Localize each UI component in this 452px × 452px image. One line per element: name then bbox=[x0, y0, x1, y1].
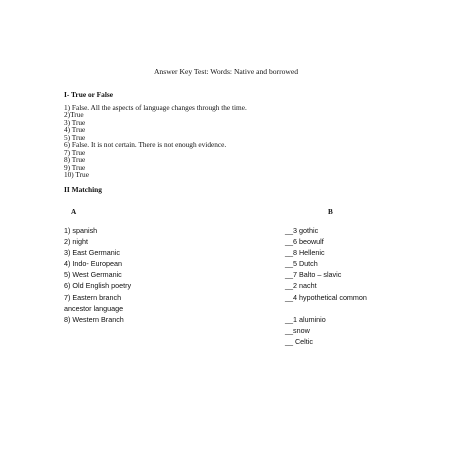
list-item: __2 nacht bbox=[285, 281, 317, 291]
list-item: __1 aluminio bbox=[285, 314, 326, 324]
list-item: 4) Indo- European bbox=[64, 259, 122, 269]
column-b-list bbox=[285, 226, 367, 348]
list-item: 6) Old English poetry bbox=[64, 281, 132, 291]
list-item: 1) spanish bbox=[64, 226, 98, 235]
list-item: 7) True bbox=[64, 147, 86, 157]
list-item: __6 beowulf bbox=[285, 237, 324, 247]
section-heading-true-false: I- True or False bbox=[64, 90, 114, 99]
section-heading-matching: II Matching bbox=[64, 185, 102, 194]
list-item: __7 Balto – slavic bbox=[285, 270, 342, 280]
list-item: __8 Hellenic bbox=[285, 248, 325, 258]
list-item: 8) True bbox=[64, 155, 86, 165]
true-false-answer-list bbox=[64, 104, 247, 178]
document-title: Answer Key Test: Words: Native and borrowed bbox=[153, 67, 299, 76]
list-item: __ Celtic bbox=[285, 336, 313, 346]
list-item: 5) True bbox=[64, 132, 86, 142]
column-a-heading: A bbox=[71, 208, 77, 216]
list-item bbox=[285, 304, 367, 315]
list-item: 1) False. All the aspects of language changes through the time. bbox=[64, 103, 247, 112]
list-item: 3) East Germanic bbox=[64, 248, 120, 258]
list-item: 3) True bbox=[64, 117, 86, 127]
list-item: __5 Dutch bbox=[285, 259, 318, 269]
column-a-list bbox=[64, 226, 131, 326]
list-item: 7) Eastern branch bbox=[64, 292, 122, 302]
list-item: 4) True bbox=[64, 125, 86, 135]
list-item: __4 hypothetical common bbox=[285, 292, 367, 302]
list-item: 9) True bbox=[64, 162, 86, 172]
list-item: 6) False. It is not certain. There is not enough evidence. bbox=[64, 140, 227, 150]
list-item: 2) night bbox=[64, 237, 88, 247]
list-item: 8) Western Branch bbox=[64, 314, 124, 324]
list-item: 10) True bbox=[64, 169, 89, 179]
list-item: ancestor language bbox=[64, 303, 124, 313]
list-item: 2)True bbox=[64, 110, 84, 120]
list-item: __3 gothic bbox=[285, 226, 319, 235]
column-b-heading: B bbox=[328, 208, 333, 216]
list-item: __snow bbox=[285, 325, 310, 335]
list-item: 5) West Germanic bbox=[64, 270, 122, 280]
